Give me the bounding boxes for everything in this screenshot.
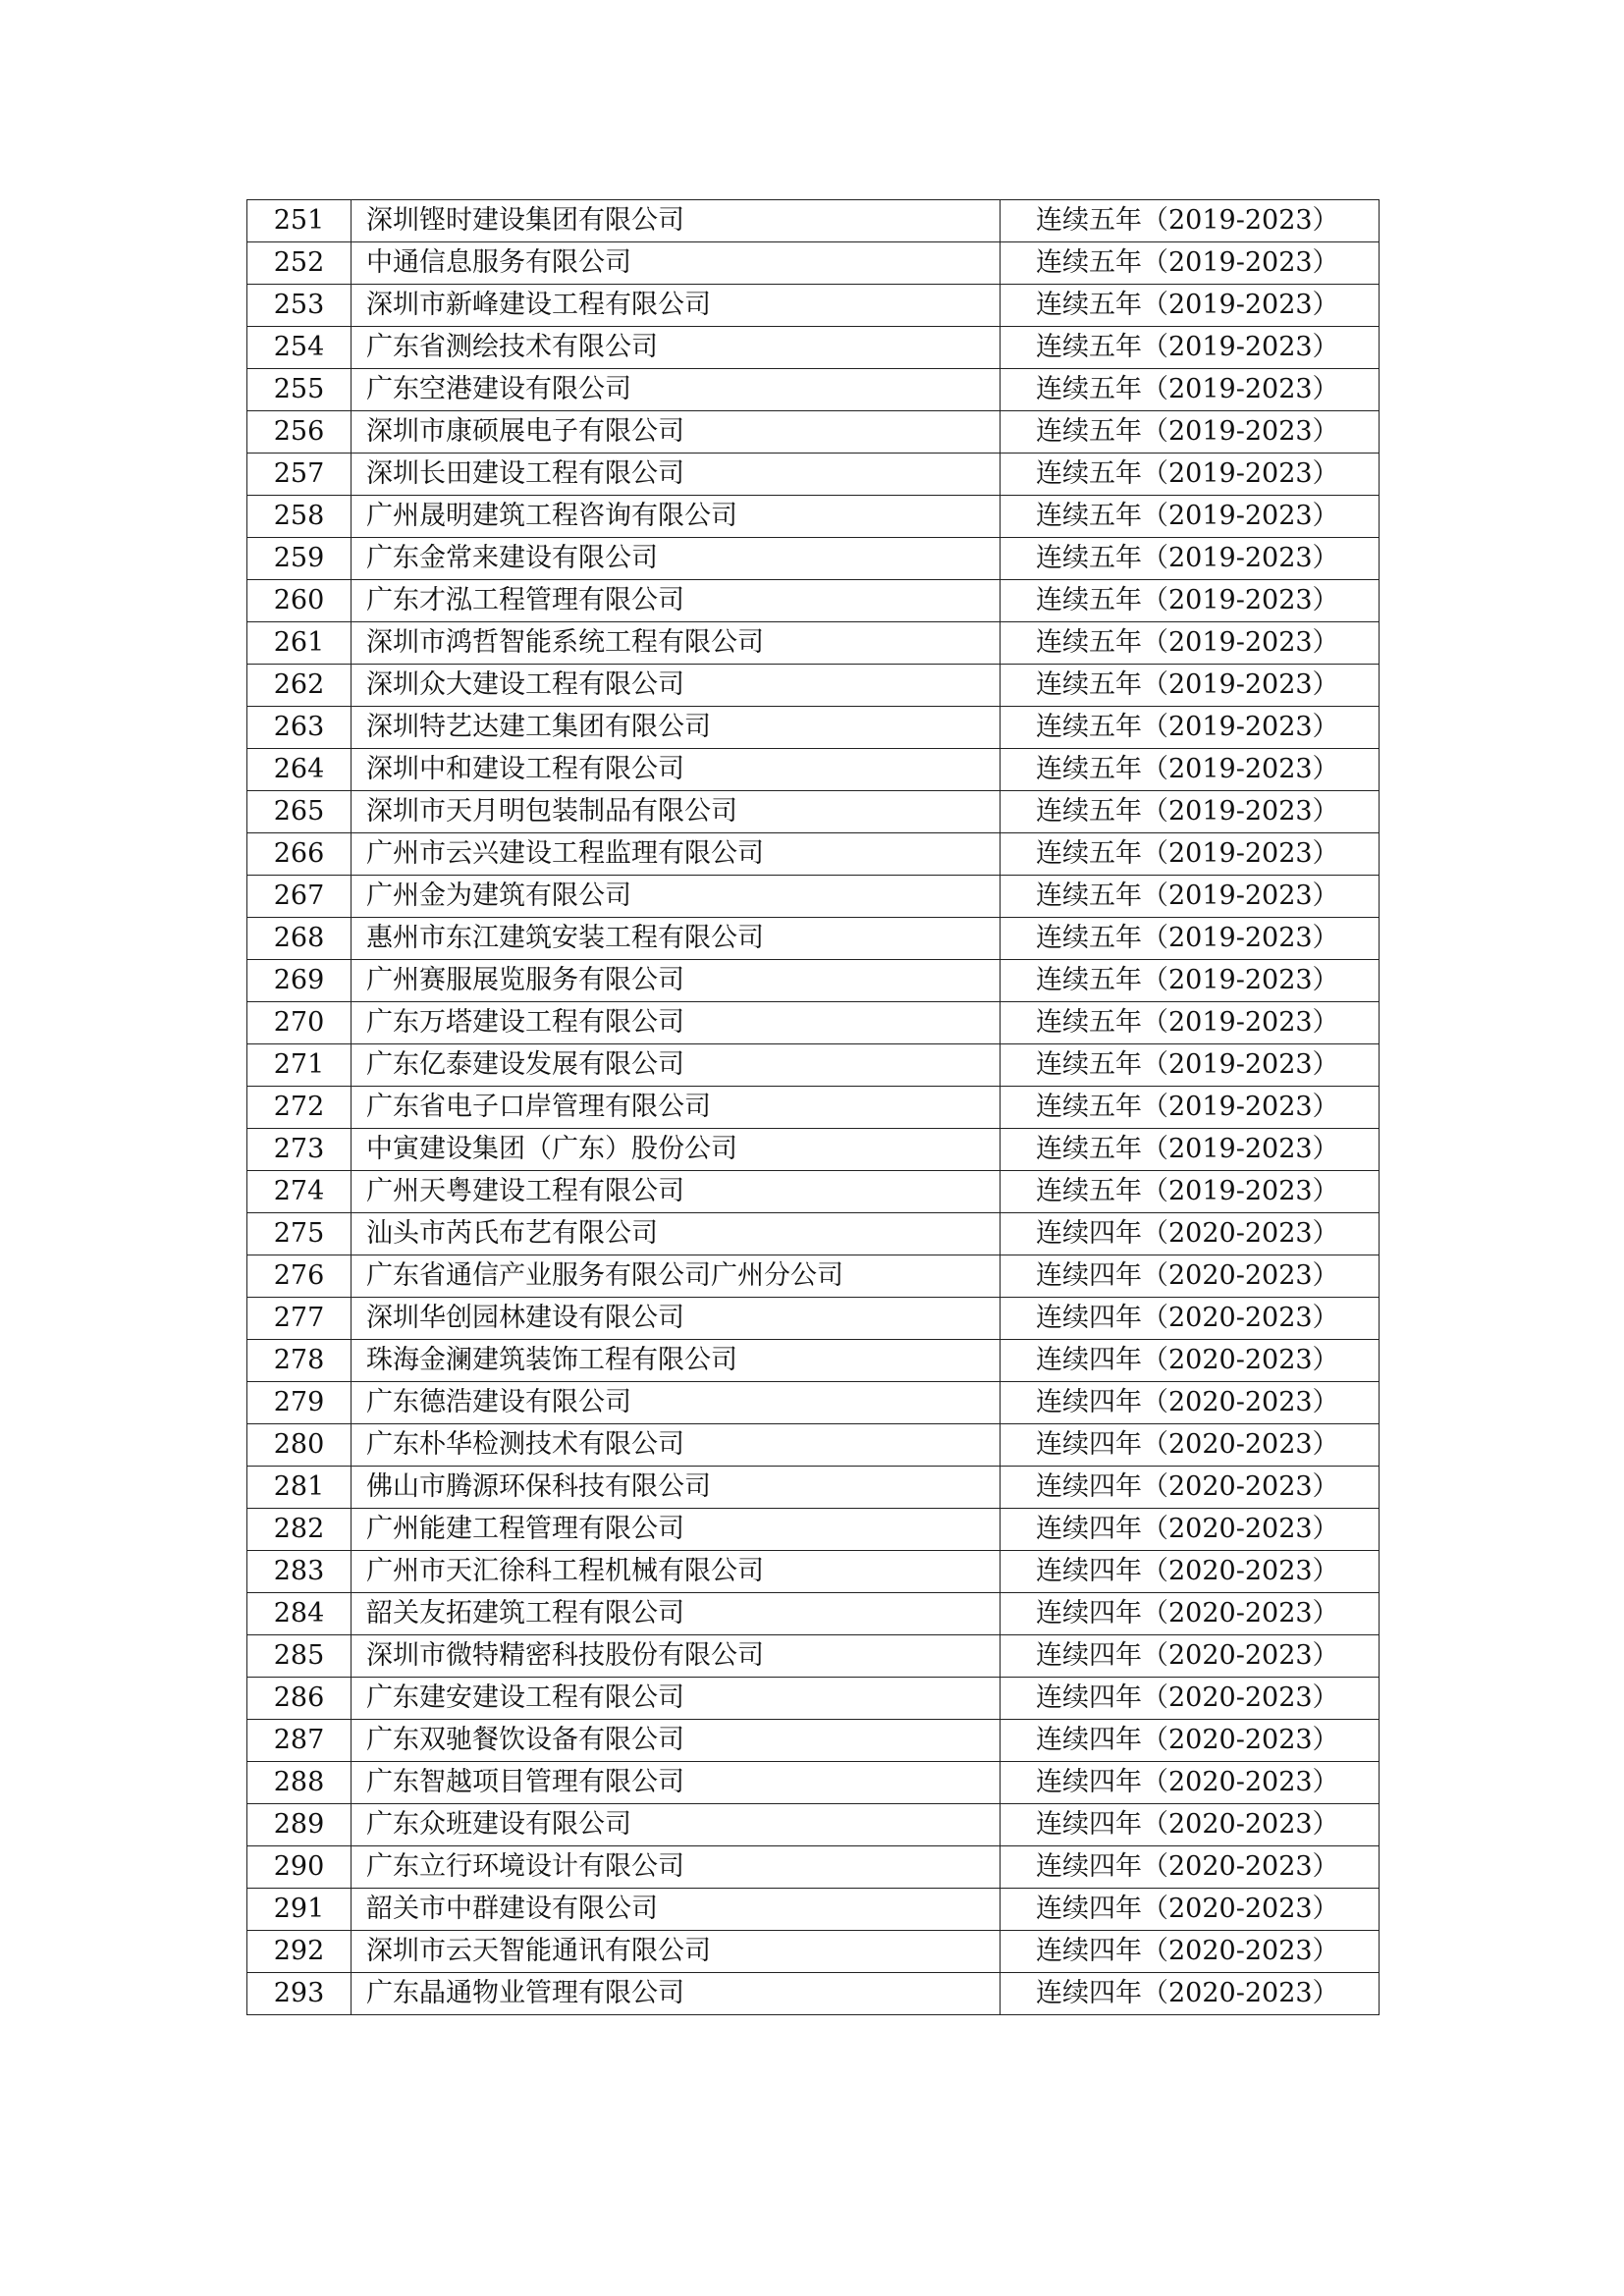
table-row — [247, 1551, 1380, 1593]
period-cell: 连续五年（2019-2023） — [1001, 496, 1380, 538]
company-name-cell: 深圳中和建设工程有限公司 — [352, 749, 1001, 791]
table-row — [247, 454, 1380, 496]
table-row — [247, 369, 1380, 411]
table-row — [247, 1846, 1380, 1889]
company-name-cell: 汕头市芮氏布艺有限公司 — [352, 1213, 1001, 1255]
company-name-cell: 广东建安建设工程有限公司 — [352, 1678, 1001, 1720]
row-number-cell: 277 — [247, 1298, 352, 1340]
period-cell: 连续五年（2019-2023） — [1001, 580, 1380, 622]
table-row — [247, 622, 1380, 665]
company-name-cell: 深圳铿时建设集团有限公司 — [352, 200, 1001, 242]
company-name-cell: 深圳市微特精密科技股份有限公司 — [352, 1635, 1001, 1678]
row-number-cell: 273 — [247, 1129, 352, 1171]
row-number-cell: 261 — [247, 622, 352, 665]
period-cell: 连续五年（2019-2023） — [1001, 538, 1380, 580]
period-cell: 连续四年（2020-2023） — [1001, 1255, 1380, 1298]
row-number-cell: 252 — [247, 242, 352, 285]
table-row — [247, 707, 1380, 749]
table-row — [247, 1087, 1380, 1129]
row-number-cell: 286 — [247, 1678, 352, 1720]
period-cell: 连续五年（2019-2023） — [1001, 200, 1380, 242]
company-name-cell: 深圳市鸿哲智能系统工程有限公司 — [352, 622, 1001, 665]
company-name-cell: 广州能建工程管理有限公司 — [352, 1509, 1001, 1551]
company-name-cell: 深圳市康硕展电子有限公司 — [352, 411, 1001, 454]
period-cell: 连续四年（2020-2023） — [1001, 1340, 1380, 1382]
company-name-cell: 深圳长田建设工程有限公司 — [352, 454, 1001, 496]
table-row — [247, 1002, 1380, 1044]
period-cell: 连续五年（2019-2023） — [1001, 454, 1380, 496]
table-row — [247, 1255, 1380, 1298]
period-cell: 连续五年（2019-2023） — [1001, 665, 1380, 707]
row-number-cell: 259 — [247, 538, 352, 580]
row-number-cell: 262 — [247, 665, 352, 707]
company-name-cell: 广东智越项目管理有限公司 — [352, 1762, 1001, 1804]
company-name-cell: 深圳市云天智能通讯有限公司 — [352, 1931, 1001, 1973]
table-row — [247, 242, 1380, 285]
row-number-cell: 264 — [247, 749, 352, 791]
row-number-cell: 270 — [247, 1002, 352, 1044]
company-name-cell: 广州晟明建筑工程咨询有限公司 — [352, 496, 1001, 538]
period-cell: 连续五年（2019-2023） — [1001, 1002, 1380, 1044]
period-cell: 连续四年（2020-2023） — [1001, 1804, 1380, 1846]
row-number-cell: 260 — [247, 580, 352, 622]
row-number-cell: 292 — [247, 1931, 352, 1973]
table-row — [247, 1340, 1380, 1382]
company-name-cell: 深圳市新峰建设工程有限公司 — [352, 285, 1001, 327]
company-name-cell: 广州市天汇徐科工程机械有限公司 — [352, 1551, 1001, 1593]
row-number-cell: 274 — [247, 1171, 352, 1213]
table-row — [247, 1424, 1380, 1467]
company-name-cell: 广州天粤建设工程有限公司 — [352, 1171, 1001, 1213]
row-number-cell: 254 — [247, 327, 352, 369]
table-row — [247, 411, 1380, 454]
table-row — [247, 1213, 1380, 1255]
company-name-cell: 广东金常来建设有限公司 — [352, 538, 1001, 580]
table-row — [247, 833, 1380, 876]
period-cell: 连续四年（2020-2023） — [1001, 1467, 1380, 1509]
period-cell: 连续五年（2019-2023） — [1001, 369, 1380, 411]
company-name-cell: 广州市云兴建设工程监理有限公司 — [352, 833, 1001, 876]
company-name-cell: 广东空港建设有限公司 — [352, 369, 1001, 411]
period-cell: 连续四年（2020-2023） — [1001, 1382, 1380, 1424]
row-number-cell: 290 — [247, 1846, 352, 1889]
table-row — [247, 1720, 1380, 1762]
table-row — [247, 1678, 1380, 1720]
table-row — [247, 1467, 1380, 1509]
row-number-cell: 266 — [247, 833, 352, 876]
company-name-cell: 广东省测绘技术有限公司 — [352, 327, 1001, 369]
period-cell: 连续四年（2020-2023） — [1001, 1973, 1380, 2015]
table-body — [247, 200, 1380, 2015]
period-cell: 连续五年（2019-2023） — [1001, 960, 1380, 1002]
table-row — [247, 791, 1380, 833]
row-number-cell: 256 — [247, 411, 352, 454]
period-cell: 连续四年（2020-2023） — [1001, 1551, 1380, 1593]
row-number-cell: 268 — [247, 918, 352, 960]
row-number-cell: 283 — [247, 1551, 352, 1593]
table-row — [247, 1762, 1380, 1804]
period-cell: 连续四年（2020-2023） — [1001, 1678, 1380, 1720]
company-name-cell: 广东才泓工程管理有限公司 — [352, 580, 1001, 622]
company-name-cell: 珠海金澜建筑装饰工程有限公司 — [352, 1340, 1001, 1382]
table-row — [247, 1635, 1380, 1678]
company-name-cell: 广东万塔建设工程有限公司 — [352, 1002, 1001, 1044]
period-cell: 连续五年（2019-2023） — [1001, 285, 1380, 327]
row-number-cell: 265 — [247, 791, 352, 833]
table-row — [247, 1129, 1380, 1171]
period-cell: 连续四年（2020-2023） — [1001, 1762, 1380, 1804]
row-number-cell: 278 — [247, 1340, 352, 1382]
period-cell: 连续四年（2020-2023） — [1001, 1213, 1380, 1255]
table-row — [247, 580, 1380, 622]
company-name-cell: 深圳市天月明包装制品有限公司 — [352, 791, 1001, 833]
row-number-cell: 289 — [247, 1804, 352, 1846]
company-name-cell: 深圳众大建设工程有限公司 — [352, 665, 1001, 707]
table-row — [247, 1804, 1380, 1846]
table-row — [247, 200, 1380, 242]
row-number-cell: 280 — [247, 1424, 352, 1467]
period-cell: 连续五年（2019-2023） — [1001, 1044, 1380, 1087]
period-cell: 连续四年（2020-2023） — [1001, 1593, 1380, 1635]
row-number-cell: 263 — [247, 707, 352, 749]
period-cell: 连续五年（2019-2023） — [1001, 1129, 1380, 1171]
row-number-cell: 271 — [247, 1044, 352, 1087]
table-row — [247, 1931, 1380, 1973]
company-name-cell: 广东德浩建设有限公司 — [352, 1382, 1001, 1424]
period-cell: 连续四年（2020-2023） — [1001, 1635, 1380, 1678]
period-cell: 连续五年（2019-2023） — [1001, 876, 1380, 918]
company-name-cell: 广东省通信产业服务有限公司广州分公司 — [352, 1255, 1001, 1298]
table-row — [247, 1171, 1380, 1213]
period-cell: 连续五年（2019-2023） — [1001, 749, 1380, 791]
period-cell: 连续五年（2019-2023） — [1001, 707, 1380, 749]
table-row — [247, 1044, 1380, 1087]
table-row — [247, 1509, 1380, 1551]
row-number-cell: 251 — [247, 200, 352, 242]
company-name-cell: 深圳华创园林建设有限公司 — [352, 1298, 1001, 1340]
row-number-cell: 285 — [247, 1635, 352, 1678]
period-cell: 连续四年（2020-2023） — [1001, 1424, 1380, 1467]
period-cell: 连续四年（2020-2023） — [1001, 1846, 1380, 1889]
company-name-cell: 惠州市东江建筑安装工程有限公司 — [352, 918, 1001, 960]
table-row — [247, 1382, 1380, 1424]
row-number-cell: 269 — [247, 960, 352, 1002]
row-number-cell: 272 — [247, 1087, 352, 1129]
row-number-cell: 284 — [247, 1593, 352, 1635]
company-name-cell: 广东众班建设有限公司 — [352, 1804, 1001, 1846]
company-name-cell: 中通信息服务有限公司 — [352, 242, 1001, 285]
row-number-cell: 267 — [247, 876, 352, 918]
period-cell: 连续四年（2020-2023） — [1001, 1298, 1380, 1340]
table-row — [247, 538, 1380, 580]
table-row — [247, 876, 1380, 918]
row-number-cell: 255 — [247, 369, 352, 411]
company-name-cell: 广东双驰餐饮设备有限公司 — [352, 1720, 1001, 1762]
row-number-cell: 287 — [247, 1720, 352, 1762]
company-name-cell: 韶关市中群建设有限公司 — [352, 1889, 1001, 1931]
period-cell: 连续五年（2019-2023） — [1001, 411, 1380, 454]
period-cell: 连续五年（2019-2023） — [1001, 791, 1380, 833]
table-row — [247, 665, 1380, 707]
company-name-cell: 广东立行环境设计有限公司 — [352, 1846, 1001, 1889]
table-row — [247, 496, 1380, 538]
company-name-cell: 广东省电子口岸管理有限公司 — [352, 1087, 1001, 1129]
row-number-cell: 279 — [247, 1382, 352, 1424]
period-cell: 连续五年（2019-2023） — [1001, 833, 1380, 876]
table-row — [247, 1593, 1380, 1635]
company-name-cell: 韶关友拓建筑工程有限公司 — [352, 1593, 1001, 1635]
row-number-cell: 293 — [247, 1973, 352, 2015]
table-row — [247, 1973, 1380, 2015]
company-name-cell: 广州赛服展览服务有限公司 — [352, 960, 1001, 1002]
company-list-table — [246, 199, 1380, 2015]
table-row — [247, 918, 1380, 960]
company-name-cell: 广东朴华检测技术有限公司 — [352, 1424, 1001, 1467]
period-cell: 连续五年（2019-2023） — [1001, 1171, 1380, 1213]
company-name-cell: 中寅建设集团（广东）股份公司 — [352, 1129, 1001, 1171]
row-number-cell: 288 — [247, 1762, 352, 1804]
table-row — [247, 1298, 1380, 1340]
table-row — [247, 749, 1380, 791]
row-number-cell: 282 — [247, 1509, 352, 1551]
period-cell: 连续四年（2020-2023） — [1001, 1931, 1380, 1973]
period-cell: 连续五年（2019-2023） — [1001, 242, 1380, 285]
company-name-cell: 佛山市腾源环保科技有限公司 — [352, 1467, 1001, 1509]
table-row — [247, 1889, 1380, 1931]
period-cell: 连续五年（2019-2023） — [1001, 1087, 1380, 1129]
period-cell: 连续四年（2020-2023） — [1001, 1889, 1380, 1931]
row-number-cell: 281 — [247, 1467, 352, 1509]
row-number-cell: 275 — [247, 1213, 352, 1255]
company-name-cell: 深圳特艺达建工集团有限公司 — [352, 707, 1001, 749]
period-cell: 连续四年（2020-2023） — [1001, 1720, 1380, 1762]
table-row — [247, 285, 1380, 327]
period-cell: 连续五年（2019-2023） — [1001, 918, 1380, 960]
row-number-cell: 258 — [247, 496, 352, 538]
company-name-cell: 广东亿泰建设发展有限公司 — [352, 1044, 1001, 1087]
row-number-cell: 257 — [247, 454, 352, 496]
period-cell: 连续五年（2019-2023） — [1001, 622, 1380, 665]
period-cell: 连续五年（2019-2023） — [1001, 327, 1380, 369]
row-number-cell: 291 — [247, 1889, 352, 1931]
period-cell: 连续四年（2020-2023） — [1001, 1509, 1380, 1551]
row-number-cell: 253 — [247, 285, 352, 327]
company-name-cell: 广州金为建筑有限公司 — [352, 876, 1001, 918]
company-name-cell: 广东晶通物业管理有限公司 — [352, 1973, 1001, 2015]
table-row — [247, 960, 1380, 1002]
table-row — [247, 327, 1380, 369]
row-number-cell: 276 — [247, 1255, 352, 1298]
